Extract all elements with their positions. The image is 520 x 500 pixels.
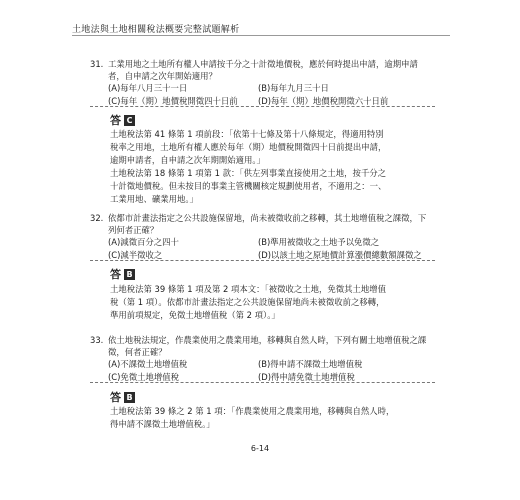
option-a: (A)不課徵土地增值稅	[108, 359, 188, 369]
explanation-line: 土地稅法第 18 條第 1 項第 1 款：「供左列事業直接使用之土地，按千分之	[110, 168, 386, 178]
option-c: (C)減半徵收之	[108, 250, 163, 260]
explanation-line: 稅率之用地，土地所有權人應於每年（期）地價稅開徵四十日前提出申請，	[110, 142, 387, 152]
explanation-line: 工業用地、礦業用地。」	[110, 194, 198, 204]
explanation-line: 稅（第 1 項）。依都市計畫法指定之公共設施保留地尚未被徵收前之移轉，	[110, 297, 385, 307]
question-31	[90, 58, 430, 107]
answer-explanation	[110, 128, 430, 206]
page-header-title: 土地法與土地相關稅法概要完整試題解析	[72, 25, 240, 35]
question-stem: 工業用地之土地所有權人申請按千分之十計徵地價稅，應於何時提出申請，逾期申請者，自申請之次年開始適用？	[108, 59, 418, 81]
explanation-line: 得申請不課徵土地增值稅。」	[110, 419, 215, 429]
options	[108, 82, 430, 107]
page-number: 6-14	[250, 444, 270, 453]
question-32	[90, 212, 430, 261]
answer-tag	[110, 389, 135, 405]
answer-letter-badge: B	[124, 269, 135, 280]
question-number: 33.	[90, 335, 104, 345]
options	[108, 358, 430, 383]
explanation-line: 逾期申請者，自申請之次年期開始適用。」	[110, 155, 265, 165]
option-b: (B)每年九月三十日	[258, 83, 329, 93]
answer-divider	[90, 382, 435, 383]
question-number: 31.	[90, 59, 104, 69]
answer-label: 答	[110, 268, 121, 281]
answer-letter-badge: B	[124, 392, 135, 403]
option-c: (C)免徵土地增值稅	[108, 372, 180, 382]
option-d: (D)得申請免徵土地增值稅	[258, 372, 355, 382]
option-d: (D)以該土地之原地價計算漲價總數額課徵之	[258, 250, 422, 260]
question-stem: 依土地稅法規定，作農業使用之農業用地，移轉與自然人時，下列有關土地增值稅之課徵，何者正確？	[108, 335, 427, 357]
answer-label: 答	[110, 391, 121, 404]
question-number: 32.	[90, 213, 104, 223]
explanation-line: 準用前項規定，免徵土地增值稅（第 2 項）。」	[110, 310, 280, 320]
question-stem: 依都市計畫法指定之公共設施保留地，尚未被徵收前之移轉，其土地增值稅之課徵，下列何者正確？	[108, 213, 427, 235]
answer-label: 答	[110, 114, 121, 127]
answer-explanation	[110, 405, 430, 431]
option-b: (B)準用被徵收之土地予以免徵之	[258, 237, 380, 247]
explanation-line: 十計徵地價稅。但未按目的事業主管機關核定規劃使用者，不適用之：一、	[110, 181, 387, 191]
option-c: (C)每年（期）地價稅開徵四十日前	[108, 96, 238, 106]
explanation-line: 土地稅法第 39 條第 1 項及第 2 項本文：「被徵收之土地，免徵其土地增值	[110, 284, 386, 294]
header-rule	[72, 35, 450, 36]
answer-divider	[90, 260, 435, 261]
explanation-line: 土地稅法第 41 條第 1 項前段：「依第十七條及第十八條規定，得適用特別	[110, 129, 384, 139]
answer-explanation	[110, 283, 430, 322]
explanation-line: 土地稅法第 39 條之 2 第 1 項：「作農業使用之農業用地，移轉與自然人時，	[110, 406, 395, 416]
answer-divider	[90, 106, 435, 107]
options	[108, 236, 430, 261]
question-33	[90, 334, 430, 383]
answer-tag	[110, 266, 135, 282]
option-b: (B)得申請不課徵土地增值稅	[258, 359, 363, 369]
answer-letter-badge: C	[124, 115, 135, 126]
answer-tag	[110, 112, 135, 128]
option-a: (A)每年八月三十一日	[108, 83, 188, 93]
option-a: (A)減徵百分之四十	[108, 237, 179, 247]
option-d: (D)每年（期）地價稅開徵六十日前	[258, 96, 389, 106]
